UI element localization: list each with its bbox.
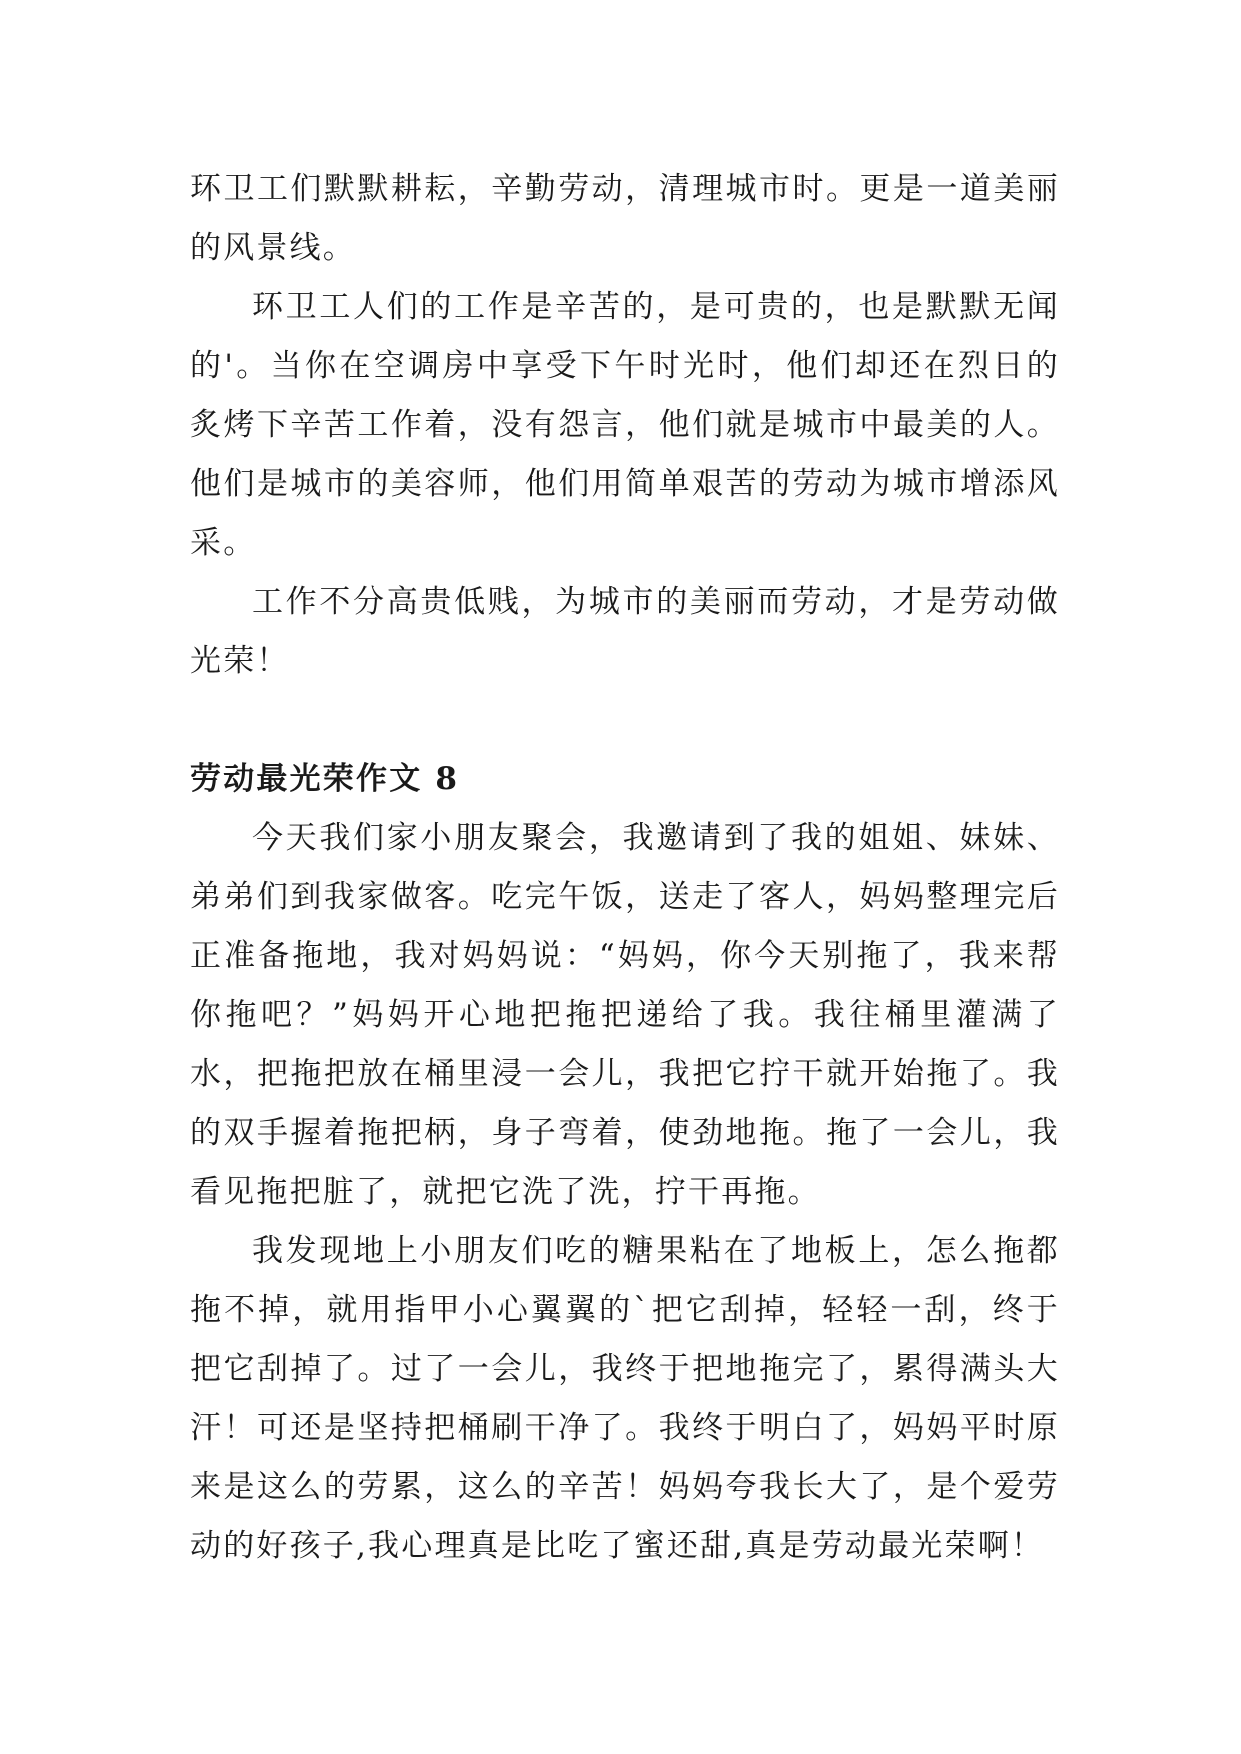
document-body	[190, 160, 1060, 1576]
section-spacer	[190, 691, 1060, 750]
paragraph-work-not-divided: 工作不分高贵低贱，为城市的美丽而劳动，才是劳动做光荣！	[190, 584, 1060, 679]
essay-heading: 劳动最光荣作文 8	[190, 761, 460, 797]
paragraph-mopping-floor: 今天我们家小朋友聚会，我邀请到了我的姐姐、妹妹、弟弟们到我家做客。吃完午饭，送走了客人，妈妈整理完后正准备拖地，我对妈妈说：“妈妈，你今天别拖了，我来帮你拖吧？”妈妈开心地把拖把递给了我。我往桶里灌满了水，把拖把放在桶里浸一会儿，我把它拧干就开始拖了。我的双手握着拖把柄，身子弯着，使劲地拖。拖了一会儿，我看见拖把脏了，就把它洗了洗，拧干再拖。	[190, 820, 1060, 1210]
paragraph-sanitation-workers-scenery: 环卫工们默默耕耘，辛勤劳动，清理城市时。更是一道美丽的风景线。	[190, 171, 1060, 266]
paragraph-candy-on-floor: 我发现地上小朋友们吃的糖果粘在了地板上，怎么拖都拖不掉，就用指甲小心翼翼的`把它刮掉，轻轻一刮，终于把它刮掉了。过了一会儿，我终于把地拖完了，累得满头大汗！可还是坚持把桶刷干净了。我终于明白了，妈妈平时原来是这么的劳累，这么的辛苦！妈妈夸我长大了，是个爱劳动的好孩子,我心理真是比吃了蜜还甜,真是劳动最光荣啊！	[190, 1233, 1060, 1564]
paragraph-sanitation-workers-hard-work: 环卫工人们的工作是辛苦的，是可贵的，也是默默无闻的'。当你在空调房中享受下午时光时，他们却还在烈日的炙烤下辛苦工作着，没有怨言，他们就是城市中最美的人。他们是城市的美容师，他们用简单艰苦的劳动为城市增添风采。	[190, 289, 1060, 561]
